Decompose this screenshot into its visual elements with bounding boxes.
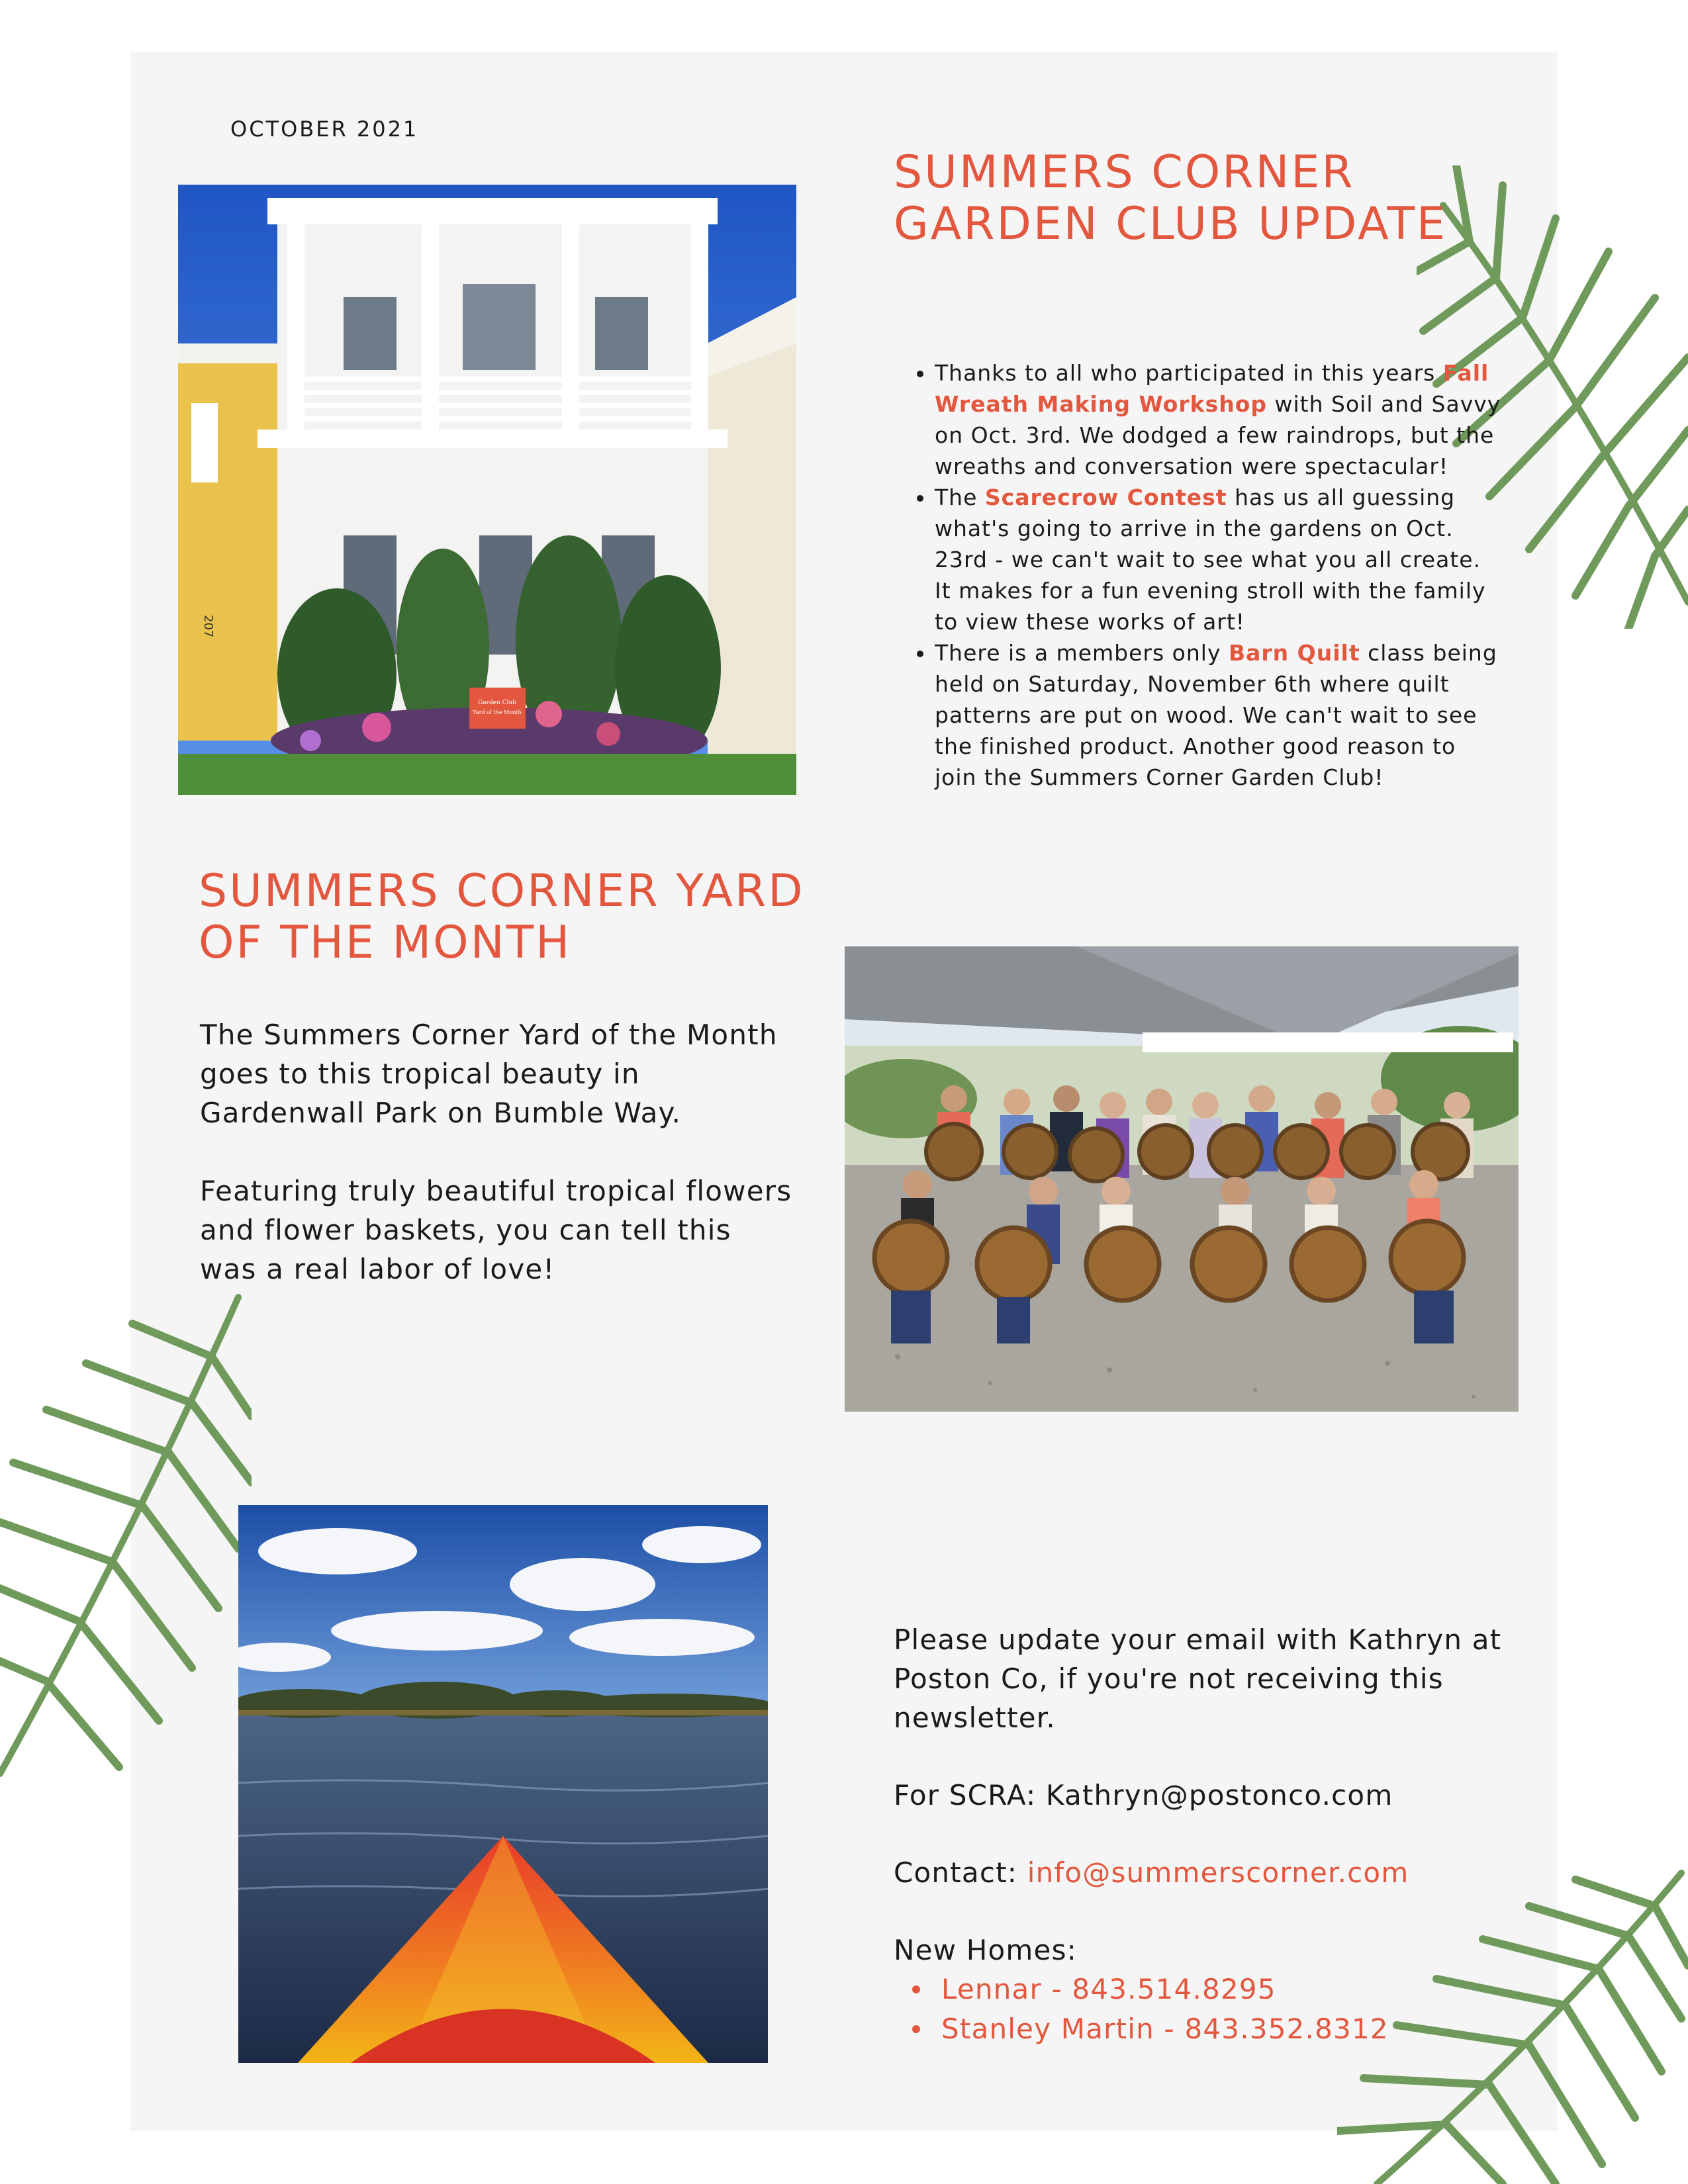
garden-club-title: SUMMERS CORNER GARDEN CLUB UPDATE bbox=[894, 146, 1447, 250]
home-builder-stanley-martin[interactable]: Stanley Martin - 843.352.8312 bbox=[941, 2009, 1389, 2049]
highlight-link: Fall Wreath Making Workshop bbox=[935, 360, 1489, 417]
new-homes-label: New Homes: bbox=[894, 1934, 1078, 1966]
palm-frond-icon bbox=[1337, 1866, 1688, 2184]
bullet-item: • Thanks to all who participated in this years Fall Wreath Making Workshop with Soil and Savvy on Oct. 3rd. We dodged a few raindrops, but the wreaths and conversation were spectacular! bbox=[935, 357, 1504, 482]
palm-frond-icon bbox=[0, 1284, 252, 1787]
newsletter-date: OCTOBER 2021 bbox=[230, 116, 419, 142]
yard-paragraph-1: The Summers Corner Yard of the Month goes to this tropical beauty in Gardenwall Park on Bumble Way. bbox=[200, 1019, 778, 1129]
update-email-text: Please update your email with Kathryn at Poston Co, if you're not receiving this newsletter. bbox=[894, 1623, 1502, 1734]
contact-line bbox=[894, 1853, 1529, 1892]
garden-club-bullets bbox=[902, 357, 1504, 793]
kayak-photo bbox=[238, 1505, 768, 2063]
house-photo bbox=[178, 185, 796, 795]
group-photo bbox=[845, 946, 1519, 1412]
sign-line1: Garden Club bbox=[478, 700, 516, 706]
yard-paragraph-2: Featuring truly beautiful tropical flowers and flower baskets, you can tell this was a real labor of love! bbox=[200, 1175, 792, 1285]
highlight-link: Scarecrow Contest bbox=[984, 484, 1227, 510]
highlight-link: Barn Quilt bbox=[1228, 640, 1360, 666]
home-builder-lennar[interactable]: Lennar - 843.514.8295 bbox=[941, 1970, 1389, 2009]
contact-email-link[interactable]: info@summerscorner.com bbox=[1027, 1856, 1409, 1889]
bullet-item: • There is a members only Barn Quilt class being held on Saturday, November 6th where quilt patterns are put on wood. We can't wait to see the finished product. Another good reason to join the Summers Corner Garden Club! bbox=[935, 637, 1504, 793]
house-number: 207 bbox=[201, 615, 215, 638]
yard-of-month-title: SUMMERS CORNER YARD OF THE MONTH bbox=[199, 865, 805, 969]
new-homes-list bbox=[900, 1970, 1389, 2049]
sign-line2: Yard of the Month bbox=[473, 709, 522, 715]
contact-label: Contact: bbox=[894, 1856, 1027, 1889]
scra-contact: For SCRA: Kathryn@postonco.com bbox=[894, 1779, 1393, 1811]
bullet-item: • The Scarecrow Contest has us all guessing what's going to arrive in the gardens on Oct. 23rd - we can't wait to see what you all create. It makes for a fun evening stroll with the family to view these works of art! bbox=[935, 482, 1504, 637]
